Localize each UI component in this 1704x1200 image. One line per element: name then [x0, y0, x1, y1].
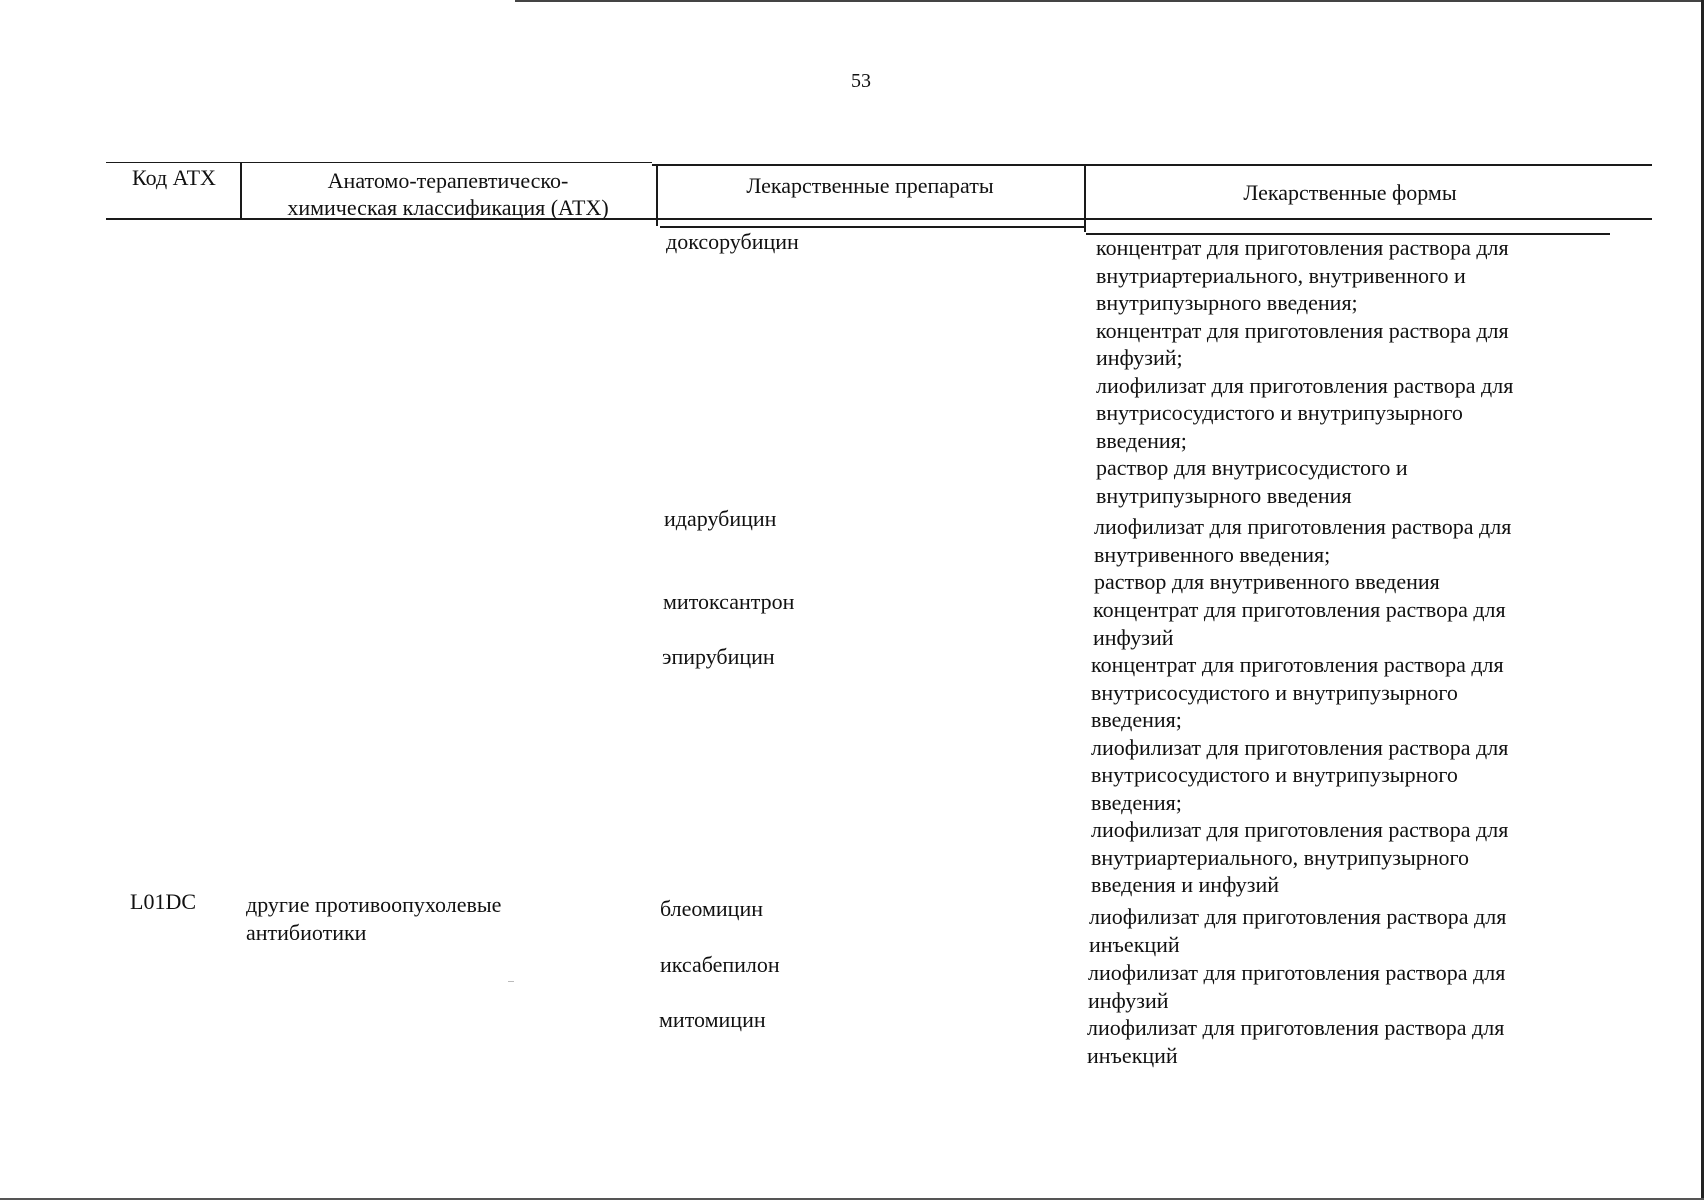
page-number: 53 [851, 70, 871, 92]
drug-forms: лиофилизат для приготовления раствора для инфузий [1088, 960, 1506, 1013]
header-drugs: Лекарственные препараты [746, 173, 994, 198]
drug-name: доксорубицин [666, 229, 799, 254]
scan-edge-top [515, 0, 1704, 2]
header-sep-1 [240, 162, 242, 220]
drug-forms: концентрат для приготовления раствора для инфузий [1093, 597, 1506, 650]
header-sep-3 [1084, 166, 1086, 232]
drug-name: митоксантрон [663, 589, 795, 614]
atc-group: другие противоопухолевые антибиотики [246, 892, 502, 945]
drug-name: иксабепилон [660, 952, 780, 977]
header-top-rule [652, 164, 1652, 166]
header-code: Код АТХ [132, 165, 216, 190]
header-atc: Анатомо-терапевтическо- химическая классификация (АТХ) [287, 168, 609, 220]
atc-code: L01DC [130, 889, 196, 914]
drug-forms: концентрат для приготовления раствора для внутриартериального, внутривенного и внутрипузырного введения; концентрат для приготовления раствора для инфузий; лиофилизат для приготовления раствора для внутрисосудистого и внутрипузырного введения; раствор для внутрисосудистого и внутрипузырного введения [1096, 235, 1514, 508]
drug-forms: лиофилизат для приготовления раствора для инъекций [1087, 1015, 1505, 1068]
header-sep-2 [656, 164, 658, 226]
drug-forms: концентрат для приготовления раствора для внутрисосудистого и внутрипузырного введения; лиофилизат для приготовления раствора для внутрисосудистого и внутрипузырного введения; лиофилизат для приготовления раствора для внутриартериального, внутрипузырного введения и инфузий [1091, 652, 1509, 897]
drug-name: митомицин [659, 1007, 766, 1032]
drug-name: эпирубицин [662, 644, 775, 669]
drug-name: блеомицин [660, 896, 763, 921]
header-forms: Лекарственные формы [1243, 180, 1457, 205]
drug-forms: лиофилизат для приготовления раствора для инъекций [1089, 904, 1507, 957]
header-top-rule-left [106, 162, 652, 163]
drug-name: идарубицин [664, 506, 777, 531]
scan-smudge [508, 981, 514, 982]
drug-forms: лиофилизат для приготовления раствора для внутривенного введения; раствор для внутривенного введения [1094, 514, 1512, 594]
